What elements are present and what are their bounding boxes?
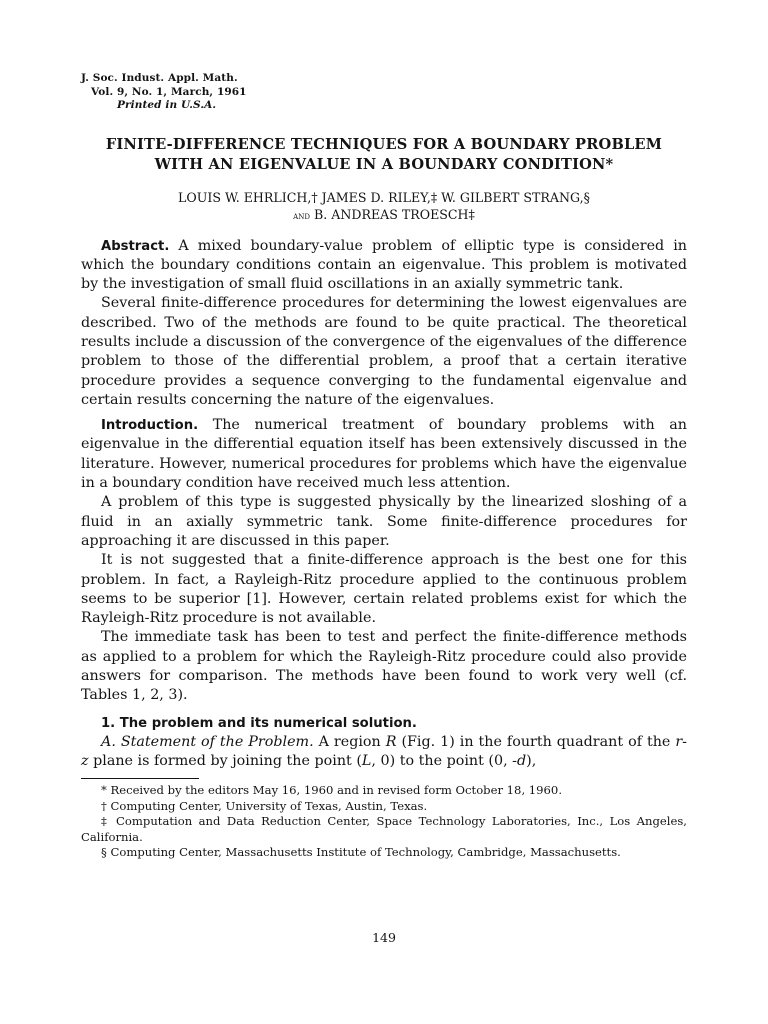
introduction-section (81, 416, 687, 705)
footnote-mit: § Computing Center, Massachusetts Institute of Technology, Cambridge, Massachusetts. (101, 845, 621, 860)
subsection-label: A. (101, 733, 116, 750)
footnote-received: * Received by the editors May 16, 1960 and in revised form October 18, 1960. (101, 783, 562, 798)
footnotes (81, 783, 687, 861)
var-l: L (361, 752, 372, 769)
var-d: d (517, 752, 527, 769)
author-and: and (293, 210, 310, 222)
var-rz: r-z (81, 733, 687, 769)
author-line-2 (81, 206, 687, 225)
abstract-paragraph-1 (81, 237, 687, 295)
abstract (81, 237, 687, 411)
printed-note: Printed in U.S.A. (117, 99, 217, 111)
author-name-troesch: B. ANDREAS TROESCH‡ (313, 206, 475, 222)
footnote-rule (81, 778, 199, 779)
author-line-1: LOUIS W. EHRLICH,† JAMES D. RILEY,‡ W. GILBERT STRANG,§ (178, 189, 590, 205)
var-r: R (385, 733, 397, 750)
section-1-heading: 1. The problem and its numerical solution. (101, 715, 417, 731)
section-1-body (81, 733, 687, 772)
footnote-texas: † Computing Center, University of Texas, Austin, Texas. (101, 798, 428, 813)
section-text: (Fig. 1) in the fourth quadrant of the (401, 733, 671, 750)
section-text: plane is formed by joining the point ( (93, 752, 362, 769)
paper-title: FINITE-DIFFERENCE TECHNIQUES FOR A BOUNDARY PROBLEM WITH AN EIGENVALUE IN A BOUNDARY CONDITION* (105, 135, 663, 173)
section-text: ), (526, 752, 537, 769)
introduction-heading: Introduction. (101, 418, 199, 434)
paper-page (81, 72, 687, 861)
section-text: , 0) to the point (0, - (371, 752, 517, 769)
section-1a-paragraph (81, 733, 687, 772)
intro-paragraph-2: A problem of this type is suggested physically by the linearized sloshing of a fluid in an axially symmetric tank. Some finite-difference procedures for approaching it are discussed in this paper. (81, 494, 687, 549)
subsection-title: Statement of the Problem. (120, 733, 314, 750)
abstract-text-1: A mixed boundary-value problem of elliptic type is considered in which the boundary conditions contain an eigenvalue. This problem is motivated by the investigation of small fluid oscillations in an axially symmetric tank. (81, 237, 687, 293)
journal-name: J. Soc. Indust. Appl. Math. (81, 72, 238, 84)
page-number: 149 (372, 930, 396, 945)
author-list (81, 189, 687, 225)
journal-volume: Vol. 9, No. 1, March, 1961 (91, 85, 247, 98)
intro-paragraph-4: The immediate task has been to test and perfect the finite-difference methods as applied to a problem for which the Rayleigh-Ritz procedure could also provide answers for comparison. The methods have been found to work very well (cf. Tables 1, 2, 3). (81, 629, 687, 704)
abstract-heading: Abstract. (101, 238, 170, 254)
section-text: A region (318, 733, 381, 750)
intro-paragraph-3: It is not suggested that a finite-difference approach is the best one for this problem. In fact, a Rayleigh-Ritz procedure applied to the continuous problem seems to be superior [1]. However, certain related problems exist for which the Rayleigh-Ritz procedure is not available. (81, 552, 687, 627)
intro-paragraph-1 (81, 416, 687, 493)
abstract-paragraph-2: Several finite-difference procedures for determining the lowest eigenvalues are described. Two of the methods are found to be quite practical. The theoretical results include a discussion of the convergence of the eigenvalues of the difference problem to those of the differential problem, a proof that a certain iterative procedure provides a sequence converging to the fundamental eigenvalue and certain results concerning the nature of the eigenvalues. (81, 295, 687, 408)
intro-text-1: The numerical treatment of boundary problems with an eigenvalue in the differential equation itself has been extensively discussed in the literature. However, numerical procedures for problems which have the eigenvalue in a boundary condition have received much less attention. (81, 417, 688, 492)
journal-header (81, 72, 687, 113)
footnote-stl: ‡ Computation and Data Reduction Center, Space Technology Laboratories, Inc., Los Angeles, California. (81, 814, 687, 844)
